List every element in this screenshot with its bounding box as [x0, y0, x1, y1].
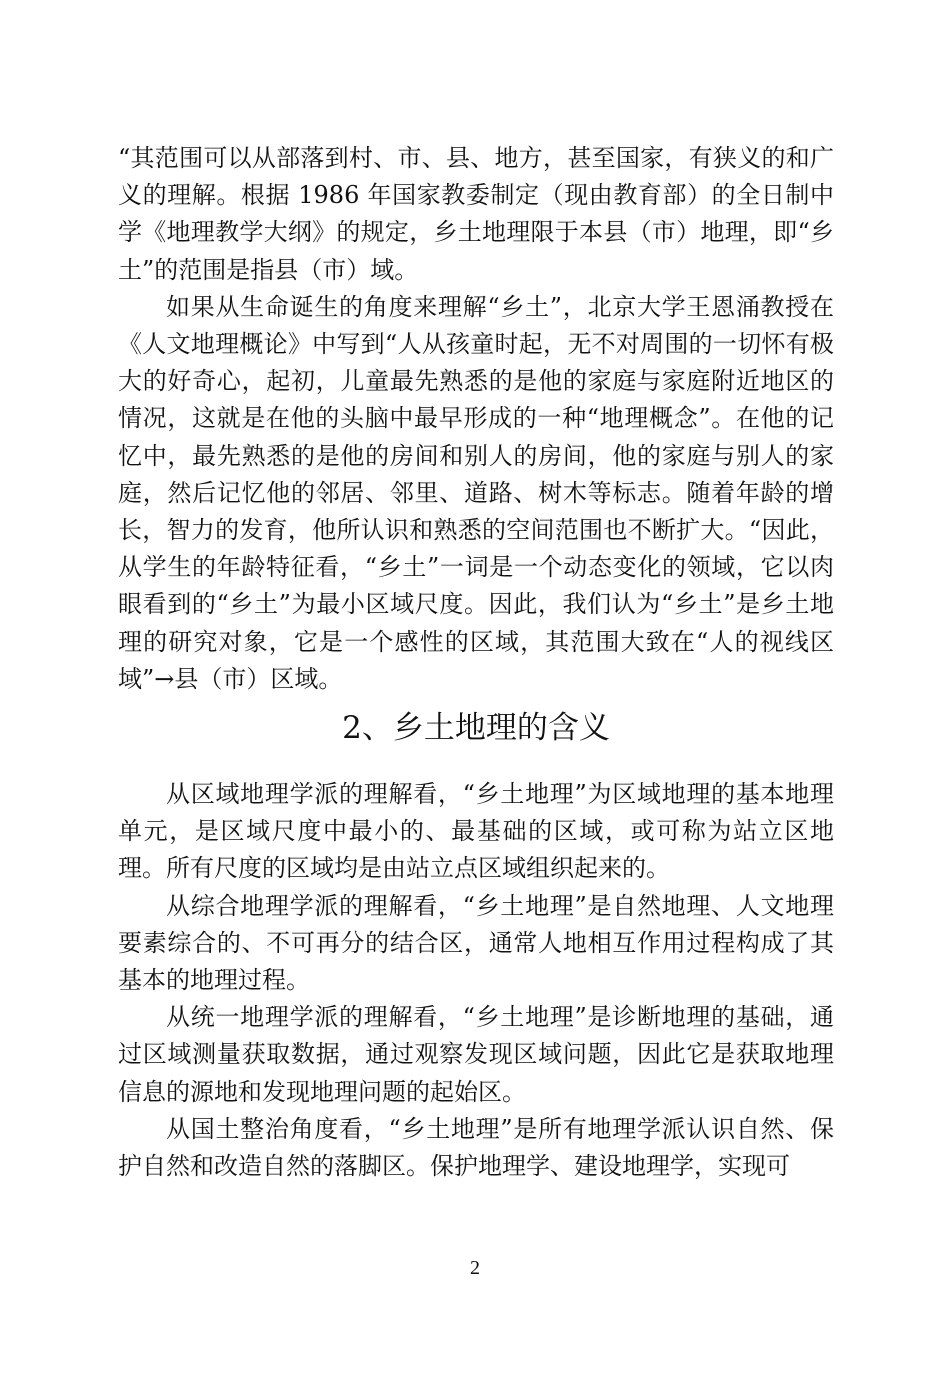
paragraph-regional-school: 从区域地理学派的理解看，“乡土地理”为区域地理的基本地理单元，是区域尺度中最小的、最基础的区域，或可称为站立区地理。所有尺度的区域均是由站立点区域组织起来的。	[118, 780, 834, 883]
document-page	[118, 140, 834, 1185]
paragraph-land-management: 从国土整治角度看，“乡土地理”是所有地理学派认识自然、保护自然和改造自然的落脚区。保护地理学、建设地理学，实现可	[118, 1114, 834, 1181]
section-heading: 2、乡土地理的含义	[342, 710, 610, 747]
paragraph-unified-school: 从统一地理学派的理解看，“乡土地理”是诊断地理的基础，通过区域测量获取数据，通过观察发现区域问题，因此它是获取地理信息的源地和发现地理问题的起始区。	[118, 1003, 834, 1106]
page-number: 2	[470, 1257, 480, 1279]
paragraph-life-perspective: 如果从生命诞生的角度来理解“乡土”，北京大学王恩涌教授在《人文地理概论》中写到“人从孩童时起，无不对周围的一切怀有极大的好奇心，起初，儿童最先熟悉的是他的家庭与家庭附近地区的情况，这就是在他的头脑中最早形成的一种“地理概念”。在他的记忆中，最先熟悉的是他的房间和别人的房间，他的家庭与别人的家庭，然后记忆他的邻居、邻里、道路、树木等标志。随着年龄的增长，智力的发育，他所认识和熟悉的空间范围也不断扩大。“因此，从学生的年龄特征看，“乡土”一词是一个动态变化的领域，它以肉眼看到的“乡土”为最小区域尺度。因此，我们认为“乡土”是乡土地理的研究对象，它是一个感性的区域，其范围大致在“人的视线区域”→县（市）区域。	[118, 292, 834, 693]
paragraph-scope-continuation: “其范围可以从部落到村、市、县、地方，甚至国家，有狭义的和广义的理解。根据 1986 年国家教委制定（现由教育部）的全日制中学《地理教学大纲》的规定，乡土地理限于本县（市）地理，即“乡土”的范围是指县（市）域。	[118, 144, 834, 284]
paragraph-integrated-school: 从综合地理学派的理解看，“乡土地理”是自然地理、人文地理要素综合的、不可再分的结合区，通常人地相互作用过程构成了其基本的地理过程。	[118, 891, 834, 995]
